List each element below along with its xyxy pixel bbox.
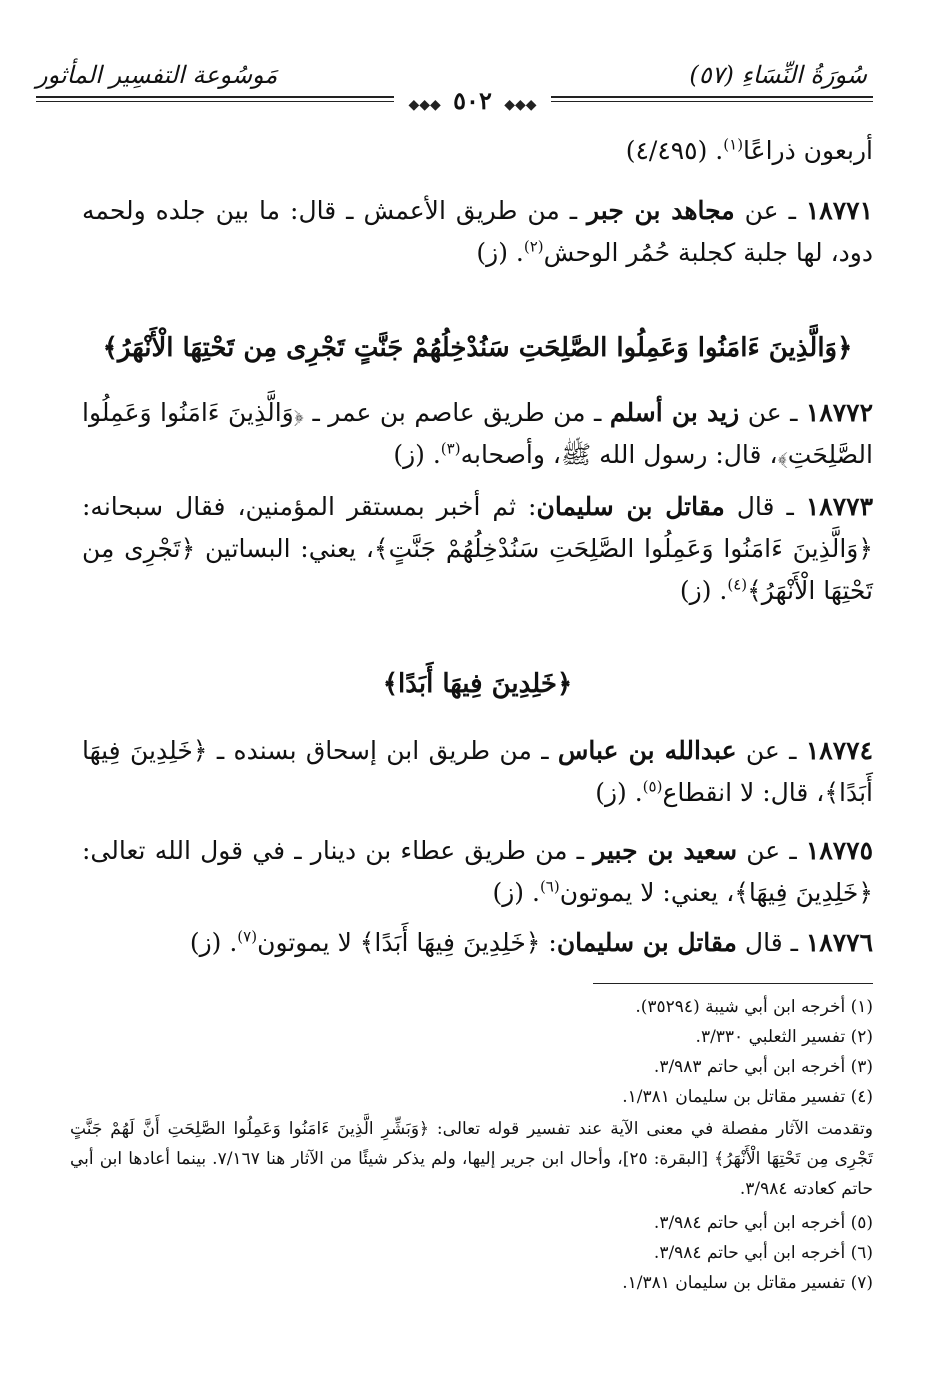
- narration-number: ١٨٧٧٤: [805, 736, 873, 765]
- narration-18775: ١٨٧٧٥ ـ عن سعيد بن جبير ـ من طريق عطاء بن دينار ـ في قول الله تعالى: ﴿خَلِدِينَ فِيهَا﴾، يعني: لا يموتون$^{(٦)}$. (ز): [82, 836, 874, 907]
- footnote-separator: [593, 983, 873, 984]
- footnote: (٥) أخرجه ابن أبي حاتم ٣/٩٨٤.: [653, 1213, 873, 1233]
- verse-heading: ﴿وَالَّذِينَ ءَامَنُوا وَعَمِلُوا الصَّلِحَتِ سَنُدْخِلُهُمْ جَنَّتٍ تَجْرِى مِن تَحْتِهَا الْأَنْهَرُ﴾: [102, 333, 853, 363]
- ornament-icon: ◆◆◆: [504, 97, 537, 113]
- narration-18776: ١٨٧٧٦ ـ قال مقاتل بن سليمان: ﴿خَلِدِينَ فِيهَا أَبَدًا﴾ لا يموتون$^{(٧)}$. (ز): [189, 927, 873, 957]
- narration-18772: ١٨٧٧٢ ـ عن زيد بن أسلم ـ من طريق عاصم بن عمر ـ ﴿وَالَّذِينَ ءَامَنُوا وَعَمِلُوا الصَّلِحَتِ﴾، قال: رسول الله ﷺ، وأصحابه$^{(٣)}$. (ز): [82, 398, 874, 469]
- narrator-name: عبدالله بن عباس: [557, 736, 737, 765]
- footnote-ref: (٤): [727, 575, 748, 594]
- text-continuation: أربعون ذراعًا$^{(١)}$. (٤/٤٩٥): [625, 135, 873, 165]
- narration-number: ١٨٧٧٦: [805, 928, 873, 957]
- footnote: (٤) تفسير مقاتل بن سليمان ١/٣٨١.: [622, 1087, 873, 1107]
- narration-number: ١٨٧٧١: [805, 196, 874, 225]
- ornament-icon: ◆◆◆: [408, 97, 441, 113]
- narration-number: ١٨٧٧٢: [805, 398, 874, 427]
- narration-number: ١٨٧٧٣: [805, 492, 873, 521]
- footnote-ref: (٣): [440, 439, 461, 458]
- footnote-ref: (٦): [539, 877, 560, 896]
- page-number: ٥٠٢: [453, 86, 492, 115]
- footnote-ref: (٥): [642, 777, 663, 796]
- narrator-name: زيد بن أسلم: [609, 398, 740, 427]
- page-number-wrap: [0, 86, 945, 120]
- narrator-name: سعيد بن جبير: [593, 836, 738, 865]
- narrator-name: مجاهد بن جبر: [587, 196, 735, 225]
- footnote: (٧) تفسير مقاتل بن سليمان ١/٣٨١.: [622, 1273, 873, 1293]
- footnote-note: وتقدمت الآثار مفصلة في معنى الآية عند تفسير قوله تعالى: ﴿وَبَشِّرِ الَّذِينَ ءَامَنُوا وَعَمِلُوا الصَّلِحَتِ أَنَّ لَهُمْ جَنَّتٍ تَجْرِى مِن تَحْتِهَا الْأَنْهَرُ﴾ [البقرة: ٢٥]، وأحال ابن جرير إليها، ولم يذكر شيئًا من الآثار هنا ٧/١٦٧. بينما أعادها ابن أبي حاتم كعادته ٣/٩٨٤.: [70, 1119, 873, 1199]
- footnote: (٢) تفسير الثعلبي ٣/٣٣٠.: [695, 1027, 873, 1047]
- book-title: مَوسُوعة التفسِير المأثور: [36, 61, 278, 89]
- narrator-name: مقاتل بن سليمان: [536, 492, 725, 521]
- surah-title: سُورَةُ النِّسَاءِ (٥٧): [689, 61, 867, 89]
- narration-18773: ١٨٧٧٣ ـ قال مقاتل بن سليمان: ثم أخبر بمستقر المؤمنين، فقال سبحانه: ﴿وَالَّذِينَ ءَامَنُوا وَعَمِلُوا الصَّلِحَتِ سَنُدْخِلُهُمْ جَنَّتٍ﴾، يعني: البساتين ﴿تَجْرِى مِن تَحْتِهَا الْأَنْهَرُ﴾$^{(٤)}$. (ز): [82, 492, 873, 605]
- narrator-name: مقاتل بن سليمان: [556, 928, 737, 957]
- narration-number: ١٨٧٧٥: [805, 836, 874, 865]
- verse-heading: ﴿خَلِدِينَ فِيهَا أَبَدًا﴾: [382, 669, 573, 699]
- footnote-ref: (٢): [523, 237, 544, 256]
- footnote: (١) أخرجه ابن أبي شيبة (٣٥٢٩٤).: [635, 997, 873, 1017]
- narration-18774: ١٨٧٧٤ ـ عن عبدالله بن عباس ـ من طريق ابن إسحاق بسنده ـ ﴿خَلِدِينَ فِيهَا أَبَدًا﴾، قال: لا انقطاع$^{(٥)}$. (ز): [82, 736, 873, 807]
- footnote-ref: (٧): [237, 927, 258, 946]
- page-number-box: [394, 86, 550, 120]
- narration-18771: ١٨٧٧١ ـ عن مجاهد بن جبر ـ من طريق الأعمش ـ قال: ما بين جلده ولحمه دود، لها جلبة كجلبة حُمُر الوحش$^{(٢)}$. (ز): [82, 196, 874, 267]
- footnote-ref: (١): [723, 135, 744, 154]
- footnote: (٣) أخرجه ابن أبي حاتم ٣/٩٨٣.: [653, 1057, 873, 1077]
- footnote: (٦) أخرجه ابن أبي حاتم ٣/٩٨٤.: [653, 1243, 873, 1263]
